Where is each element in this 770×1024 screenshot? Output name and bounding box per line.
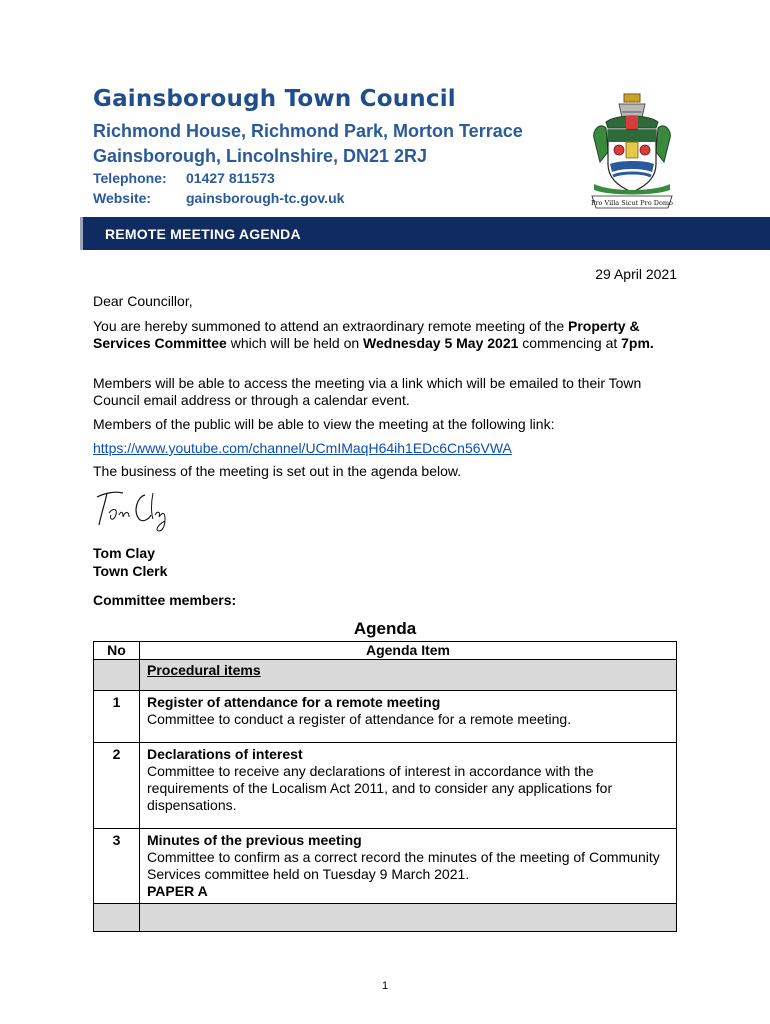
signatory-title: Town Clerk	[93, 563, 168, 579]
item-cell	[140, 743, 677, 829]
meeting-date: Wednesday 5 May 2021	[363, 335, 519, 351]
address-line-2: Gainsborough, Lincolnshire, DN21 2RJ	[93, 146, 428, 166]
item-number: 3	[94, 829, 140, 904]
business-paragraph: The business of the meeting is set out in the agenda below.	[93, 463, 462, 479]
website-row	[93, 190, 344, 206]
empty-table-row	[94, 904, 677, 932]
council-name: Gainsborough Town Council	[93, 86, 456, 112]
summons-text-post: commencing at	[518, 335, 622, 351]
telephone-label: Telephone:	[93, 170, 167, 186]
column-header-item: Agenda Item	[140, 642, 677, 660]
meeting-time: 7pm.	[621, 335, 654, 351]
public-paragraph: Members of the public will be able to view the meeting at the following link:	[93, 416, 555, 432]
item-number: 2	[94, 743, 140, 829]
access-paragraph: Members will be able to access the meeting via a link which will be emailed to their Town Council email address or through a calendar event.	[93, 375, 642, 408]
item-paper-reference: PAPER A	[147, 883, 208, 899]
section-label: Procedural items	[147, 662, 261, 678]
item-cell	[140, 829, 677, 904]
item-number: 1	[94, 691, 140, 743]
agenda-heading: Agenda	[353, 619, 417, 638]
item-description: Committee to conduct a register of attendance for a remote meeting.	[147, 711, 572, 727]
telephone-number: 01427 811573	[186, 170, 275, 186]
summons-paragraph	[93, 318, 683, 352]
summons-text-mid: which will be held on	[226, 335, 364, 351]
summons-text-pre: You are hereby summoned to attend an extraordinary remote meeting of the	[93, 318, 568, 334]
signatory-name: Tom Clay	[93, 545, 155, 561]
page-number: 1	[381, 980, 389, 992]
item-title: Register of attendance for a remote meeting	[147, 694, 441, 710]
website-label: Website:	[93, 190, 152, 206]
column-header-no: No	[94, 642, 140, 660]
address-line-1: Richmond House, Richmond Park, Morton Terrace	[93, 121, 523, 141]
table-row	[94, 691, 677, 743]
section-row	[94, 660, 677, 691]
table-row	[94, 743, 677, 829]
empty-cell	[140, 904, 677, 932]
agenda-header-row	[94, 642, 677, 660]
item-cell	[140, 691, 677, 743]
table-row	[94, 829, 677, 904]
signature-image	[93, 485, 173, 533]
salutation: Dear Councillor,	[93, 293, 193, 309]
crest-motto: Pro Villa Sicut Pro Domo	[591, 199, 673, 207]
section-no-cell	[94, 660, 140, 691]
youtube-link[interactable]: https://www.youtube.com/channel/UCmIMaqH64ih1EDc6Cn56VWA	[93, 440, 512, 456]
letter-date: 29 April 2021	[595, 266, 677, 282]
council-crest-icon	[586, 92, 678, 212]
item-title: Minutes of the previous meeting	[147, 832, 362, 848]
agenda-banner	[83, 217, 770, 250]
agenda-table	[93, 641, 677, 932]
banner-title: REMOTE MEETING AGENDA	[105, 226, 301, 242]
committee-members-label: Committee members:	[93, 592, 237, 608]
committee-name: Property & Services Committee	[93, 318, 640, 351]
item-title: Declarations of interest	[147, 746, 303, 762]
item-description: Committee to receive any declarations of interest in accordance with the requirements of the Localism Act 2011, and to consider any applications for dispensations.	[147, 763, 613, 813]
empty-cell	[94, 904, 140, 932]
telephone-row	[93, 170, 275, 186]
item-description: Committee to confirm as a correct record the minutes of the meeting of Community Services committee held on Tuesday 9 March 2021.	[147, 849, 660, 882]
website-url: gainsborough-tc.gov.uk	[186, 190, 345, 206]
section-cell	[140, 660, 677, 691]
